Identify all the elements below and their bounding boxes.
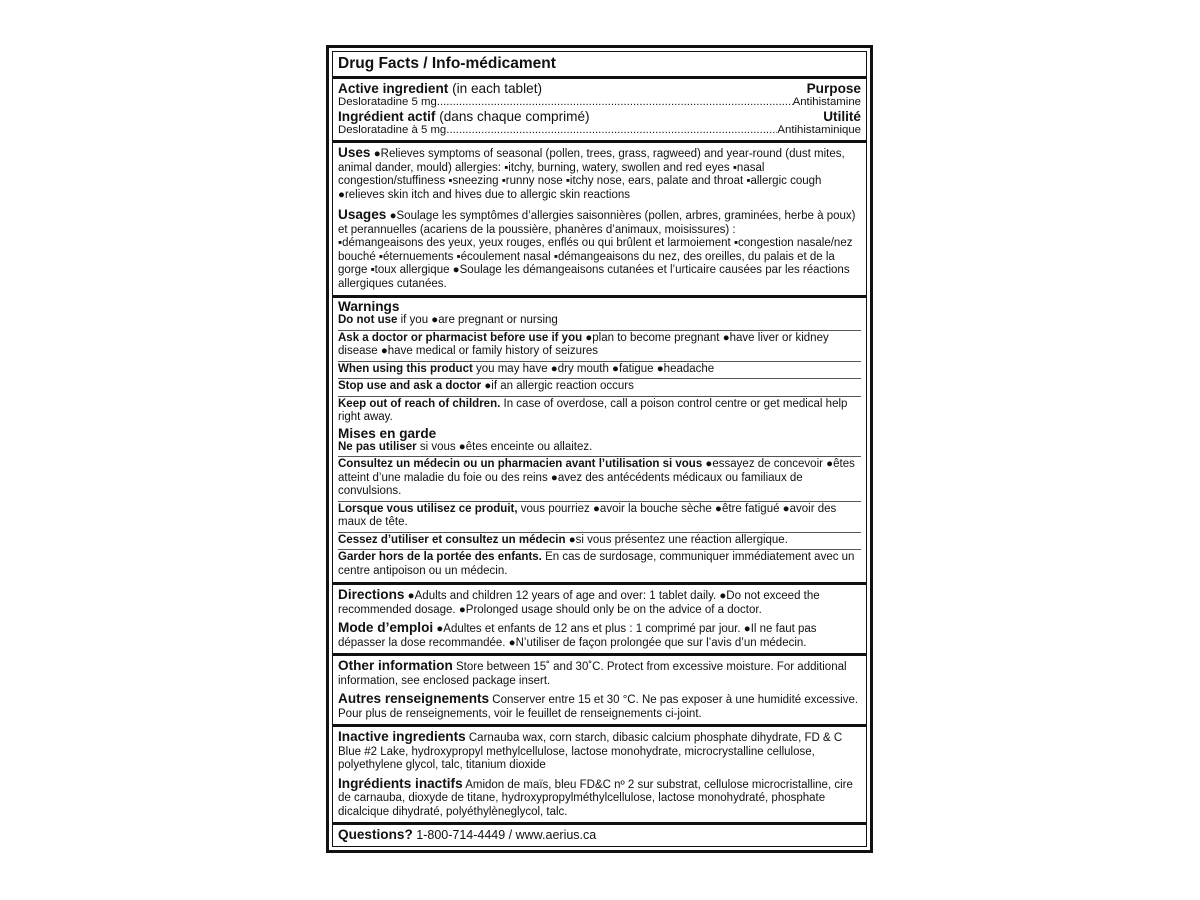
warning-item-heading: Cessez d’utiliser et consultez un médecin: [338, 533, 566, 546]
active-ingredient-header-en: [338, 81, 861, 96]
mises-en-garde-heading: Mises en garde: [338, 425, 437, 441]
uses-heading: Uses: [338, 145, 371, 160]
leader-dots: [446, 124, 777, 137]
inactive-ingredients-heading: Inactive ingredients: [338, 729, 466, 744]
directions-text: ●Adults and children 12 years of age and over: 1 tablet daily. ●Do not exceed the recommended dosage. ●Prolonged usage should only be on the advice of a doctor.: [338, 590, 820, 616]
uses-section: [333, 140, 866, 295]
active-ingredient-row-fr: [338, 124, 861, 137]
purpose-heading-fr: Utilité: [823, 109, 861, 124]
warning-item-heading: Ne pas utiliser: [338, 440, 417, 453]
directions-heading: Directions: [338, 587, 405, 602]
label-title: Drug Facts / Info-médicament: [338, 55, 556, 72]
warning-item-heading: Stop use and ask a doctor: [338, 380, 482, 392]
questions-heading: Questions?: [338, 827, 413, 842]
uses-en: [338, 146, 861, 202]
other-information-section: [333, 653, 866, 724]
warning-item-fr: [338, 501, 861, 530]
active-ingredient-heading: Active ingredient: [338, 81, 449, 96]
ingredient-name: Desloratadine 5 mg: [338, 96, 437, 108]
warning-item-heading: Consultez un médecin ou un pharmacien avant l’utilisation si vous: [338, 458, 703, 470]
active-ingredient-heading-fr: Ingrédient actif: [338, 109, 436, 124]
directions-section: [333, 582, 866, 653]
mode-emploi-heading: Mode d’emploi: [338, 620, 434, 635]
active-ingredient-subheading-fr: (dans chaque comprimé): [435, 109, 590, 124]
active-ingredient-row-en: [338, 96, 861, 109]
warning-item-heading: Ask a doctor or pharmacist before use if you: [338, 331, 583, 344]
questions-contact: 1-800-714-4449 / www.aerius.ca: [412, 828, 597, 842]
inactive-en: [338, 730, 861, 773]
mode-emploi-text: ●Adultes et enfants de 12 ans et plus : 1 comprimé par jour. ●Il ne faut pas dépasser la dose recommandée. ●N’utiliser de façon prolongée que sur l’avis d’un médecin.: [338, 623, 817, 649]
warning-item-text: ●plan to become pregnant ●have liver or kidney disease ●have medical or family history of seizures: [338, 331, 829, 357]
warning-item-text: ●si vous présentez une réaction allergique.: [565, 533, 788, 546]
warnings-section: [333, 295, 866, 582]
other-info-en: [338, 659, 861, 688]
warning-item-text: if you ●are pregnant or nursing: [397, 314, 558, 326]
warning-item-fr: [338, 549, 861, 578]
purpose-heading: Purpose: [806, 81, 861, 96]
questions-line: [338, 828, 861, 844]
warning-item: [338, 314, 861, 328]
warning-item-heading: Garder hors de la portée des enfants.: [338, 551, 542, 563]
warning-item-text: In case of overdose, call a poison control centre or get medical help right away.: [338, 397, 848, 423]
warning-item-heading: Do not use: [338, 314, 398, 326]
questions-section: [333, 822, 866, 846]
ingredient-purpose: Antihistamine: [792, 96, 861, 108]
warning-item-text: ●essayez de concevoir ●êtes atteint d’une maladie du foie ou des reins ●avez des antécédents médicaux ou familiaux de convulsions.: [338, 458, 855, 497]
uses-fr: [338, 208, 861, 237]
active-ingredient-subheading: (in each tablet): [448, 81, 542, 96]
warning-item-fr: [338, 441, 861, 455]
drug-facts-label: [326, 45, 873, 853]
other-info-heading: Other information: [338, 658, 453, 673]
warning-item: [338, 378, 861, 394]
active-ingredient-header-fr: [338, 109, 861, 124]
active-ingredient-section: [333, 76, 866, 140]
usages-heading: Usages: [338, 207, 387, 222]
other-info-text: Store between 15˚ and 30˚C. Protect from excessive moisture. For additional information, see enclosed package insert.: [338, 661, 847, 687]
ingredient-name-fr: Desloratadine à 5 mg: [338, 124, 447, 136]
uses-fr-2: ▪démangeaisons des yeux, yeux rouges, enflés ou qui brûlent et larmoiement ▪congestion nasale/nez bouché ▪éternuements ▪écoulement nasal ▪démangeaisons du nez, des oreilles, du palais et de la gorge ▪toux allergique ●Soulage les démangeaisons cutanées et l’urticaire causées par les réactions allergiques cutanées.: [338, 237, 853, 290]
warning-item-text: you may have ●dry mouth ●fatigue ●headache: [472, 362, 715, 375]
warning-item-fr: [338, 532, 861, 548]
warning-item-heading: Keep out of reach of children.: [338, 397, 501, 410]
warnings-heading: Warnings: [338, 299, 400, 314]
drug-facts-inner: [332, 51, 867, 847]
leader-dots: [437, 96, 793, 109]
ingredient-purpose-fr: Antihistaminique: [777, 124, 861, 136]
inactive-ingredients-section: [333, 724, 866, 822]
warning-item-text: ●if an allergic reaction occurs: [481, 380, 634, 392]
autres-renseignements-heading: Autres renseignements: [338, 691, 490, 706]
warning-item: [338, 396, 861, 425]
directions-fr: [338, 621, 861, 650]
inactive-ingredients-text: Carnauba wax, corn starch, dibasic calcium phosphate dihydrate, FD & C Blue #2 Lake, hydroxypropyl methylcellulose, lactose monohydrate, microcrystalline cellulose, polyethylene glycol, talc, titanium dioxide: [338, 732, 843, 771]
warning-item-text: vous pourriez ●avoir la bouche sèche ●être fatigué ●avoir des maux de tête.: [338, 502, 837, 528]
ingredients-inactifs-heading: Ingrédients inactifs: [338, 775, 463, 791]
directions-en: [338, 588, 861, 617]
warning-item: [338, 330, 861, 359]
warning-item-heading: When using this product: [338, 362, 473, 375]
warning-item: [338, 361, 861, 377]
warning-item-heading: Lorsque vous utilisez ce produit,: [338, 502, 518, 515]
other-info-fr: [338, 692, 861, 721]
autres-renseignements-text: Conserver entre 15 et 30 °C. Ne pas exposer à une humidité excessive. Pour plus de renseignements, voir le feuillet de renseignements ci-joint.: [338, 694, 859, 720]
usages-text: ●Soulage les symptômes d’allergies saisonnières (pollen, arbres, graminées, herbe à poux) et perannuelles (acariens de la poussière, phanères d’animaux, moisissures) :: [338, 210, 856, 236]
inactive-fr: [338, 777, 861, 820]
ingredients-inactifs-text: Amidon de maïs, bleu FD&C nº 2 sur substrat, cellulose microcristalline, cire de carnauba, dioxyde de titane, hydroxypropylméthylcellulose, lactose monohydraté, phosphate dicalcique dihydraté, polyéthylèneglycol, talc.: [338, 778, 853, 818]
warning-item-text: En cas de surdosage, communiquer immédiatement avec un centre antipoison ou un médecin.: [338, 551, 855, 577]
warning-item-text: si vous ●êtes enceinte ou allaitez.: [416, 440, 593, 453]
warning-item-fr: [338, 456, 861, 499]
uses-text: ●Relieves symptoms of seasonal (pollen, trees, grass, ragweed) and year-round (dust mites, animal dander, mould) allergies: ▪itchy, burning, watery, swollen and red eyes ▪nasal congestion/stuffiness ▪sneezing ▪runny nose ▪itchy nose, ears, palate and throat ▪allergic cough ●relieves skin itch and hives due to allergic skin reactions: [338, 148, 845, 201]
